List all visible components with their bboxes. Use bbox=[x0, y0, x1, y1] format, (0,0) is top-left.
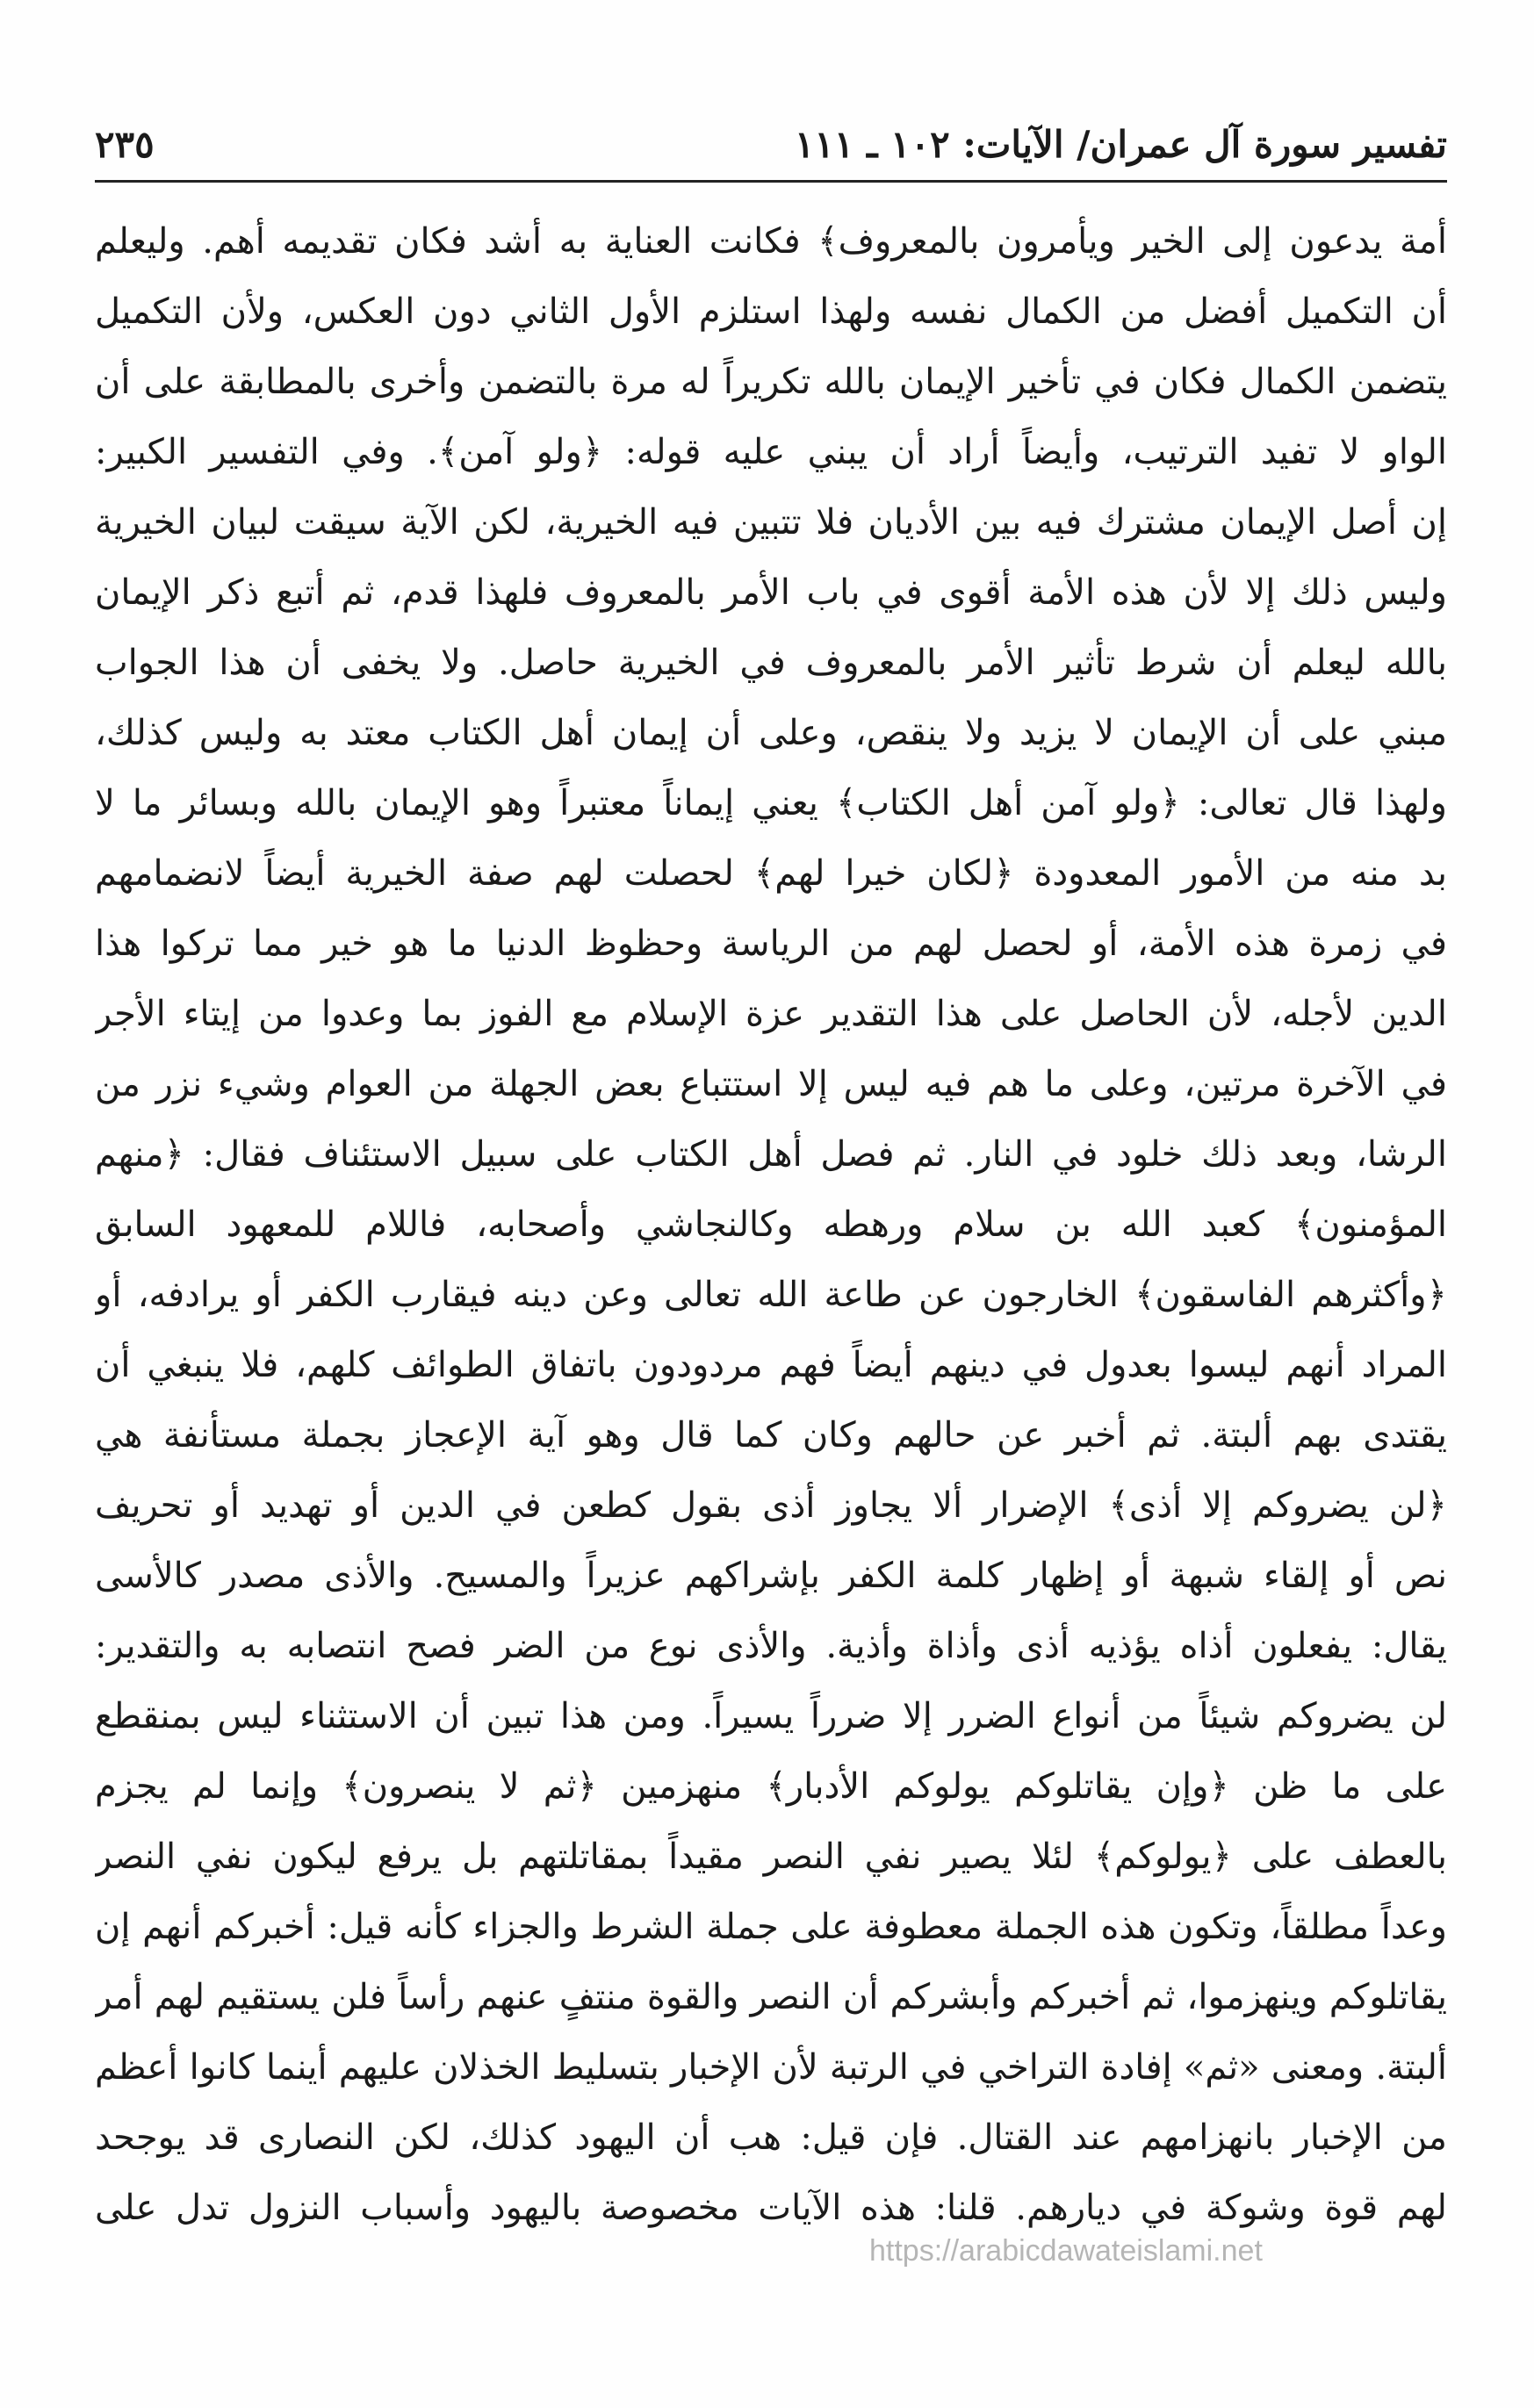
text-line: لن يضروكم شيئاً من أنواع الضرر إلا ضرراً يسيراً. ومن هذا تبين أن الاستثناء ليس بمنقطع bbox=[95, 1696, 1447, 1736]
running-header bbox=[95, 123, 1447, 176]
text-line: يقاتلوكم وينهزموا، ثم أخبركم وأبشركم أن النصر والقوة منتفٍ عنهم رأساً فلن يستقيم لهم أمر bbox=[95, 1977, 1447, 2017]
text-line: يقال: يفعلون أذاه يؤذيه أذى وأذاة وأذية. والأذى نوع من الضر فصح انتصابه به والتقدير: bbox=[95, 1626, 1447, 1666]
text-line: المراد أنهم ليسوا بعدول في دينهم أيضاً فهم مردودون باتفاق الطوائف كلهم، فلا ينبغي أن bbox=[95, 1345, 1447, 1385]
body-text bbox=[95, 206, 1447, 2243]
watermark-url: https://arabicdawateislami.net bbox=[869, 2234, 1263, 2268]
text-line: أن التكميل أفضل من الكمال نفسه ولهذا استلزم الأول الثاني دون العكس، ولأن التكميل bbox=[95, 291, 1447, 332]
header-divider bbox=[95, 180, 1447, 183]
text-line: أمة يدعون إلى الخير ويأمرون بالمعروف﴾ فكانت العناية به أشد فكان تقديمه أهم. وليعلم bbox=[95, 221, 1447, 262]
text-line: ﴿وأكثرهم الفاسقون﴾ الخارجون عن طاعة الله تعالى وعن دينه فيقارب الكفر أو يرادفه، أو bbox=[95, 1275, 1447, 1315]
text-line: نص أو إلقاء شبهة أو إظهار كلمة الكفر بإشراكهم عزيراً والمسيح. والأذى مصدر كالأسى bbox=[95, 1556, 1447, 1596]
text-line: في الآخرة مرتين، وعلى ما هم فيه ليس إلا استتباع بعض الجهلة من العوام وشيء نزر من bbox=[95, 1064, 1447, 1104]
text-line: وليس ذلك إلا لأن هذه الأمة أقوى في باب الأمر بالمعروف فلهذا قدم، ثم أتبع ذكر الإيمان bbox=[95, 572, 1447, 613]
text-line: في زمرة هذه الأمة، أو لحصل لهم من الرياسة وحظوظ الدنيا ما هو خير مما تركوا هذا bbox=[95, 924, 1447, 964]
text-line: المؤمنون﴾ كعبد الله بن سلام ورهطه وكالنجاشي وأصحابه، فاللام للمعهود السابق bbox=[95, 1204, 1447, 1245]
text-line: ألبتة. ومعنى «ثم» إفادة التراخي في الرتبة لأن الإخبار بتسليط الخذلان عليهم أينما كانوا أعظم bbox=[95, 2047, 1447, 2088]
text-line: يتضمن الكمال فكان في تأخير الإيمان بالله تكريراً له مرة بالتضمن وأخرى بالمطابقة على أن bbox=[95, 362, 1447, 402]
text-line: الواو لا تفيد الترتيب، وأيضاً أراد أن يبني عليه قوله: ﴿ولو آمن﴾. وفي التفسير الكبير: bbox=[95, 432, 1447, 472]
text-line: على ما ظن ﴿وإن يقاتلوكم يولوكم الأدبار﴾ منهزمين ﴿ثم لا ينصرون﴾ وإنما لم يجزم bbox=[95, 1766, 1447, 1807]
text-line: لهم قوة وشوكة في ديارهم. قلنا: هذه الآيات مخصوصة باليهود وأسباب النزول تدل على bbox=[95, 2188, 1447, 2228]
text-line: من الإخبار بانهزامهم عند القتال. فإن قيل: هب أن اليهود كذلك، لكن النصارى قد يوجحد bbox=[95, 2117, 1447, 2158]
text-line: ولهذا قال تعالى: ﴿ولو آمن أهل الكتاب﴾ يعني إيماناً معتبراً وهو الإيمان بالله وبسائر ما لا bbox=[95, 783, 1447, 823]
text-line: يقتدى بهم ألبتة. ثم أخبر عن حالهم وكان كما قال وهو آية الإعجاز بجملة مستأنفة هي bbox=[95, 1415, 1447, 1456]
text-line: إن أصل الإيمان مشترك فيه بين الأديان فلا تتبين فيه الخيرية، لكن الآية سيقت لبيان الخيرية bbox=[95, 502, 1447, 543]
text-line: بالله ليعلم أن شرط تأثير الأمر بالمعروف في الخيرية حاصل. ولا يخفى أن هذا الجواب bbox=[95, 643, 1447, 683]
text-line: الدين لأجله، لأن الحاصل على هذا التقدير عزة الإسلام مع الفوز بما وعدوا من إيتاء الأجر bbox=[95, 994, 1447, 1034]
text-line: بالعطف على ﴿يولوكم﴾ لئلا يصير نفي النصر مقيداً بمقاتلتهم بل يرفع ليكون نفي النصر bbox=[95, 1837, 1447, 1877]
text-line: بد منه من الأمور المعدودة ﴿لكان خيرا لهم﴾ لحصلت لهم صفة الخيرية أيضاً لانضمامهم bbox=[95, 853, 1447, 894]
text-line: وعداً مطلقاً، وتكون هذه الجملة معطوفة على جملة الشرط والجزاء كأنه قيل: أخبركم أنهم إن bbox=[95, 1907, 1447, 1947]
page-number: ٢٣٥ bbox=[95, 123, 155, 166]
text-line: مبني على أن الإيمان لا يزيد ولا ينقص، وعلى أن إيمان أهل الكتاب معتد به وليس كذلك، bbox=[95, 713, 1447, 753]
text-line: ﴿لن يضروكم إلا أذى﴾ الإضرار ألا يجاوز أذى بقول كطعن في الدين أو تهديد أو تحريف bbox=[95, 1485, 1447, 1526]
header-title: تفسير سورة آل عمران/ الآيات: ١٠٢ ـ ١١١ bbox=[794, 123, 1447, 166]
text-line: الرشا، وبعد ذلك خلود في النار. ثم فصل أهل الكتاب على سبيل الاستئناف فقال: ﴿منهم bbox=[95, 1134, 1447, 1175]
